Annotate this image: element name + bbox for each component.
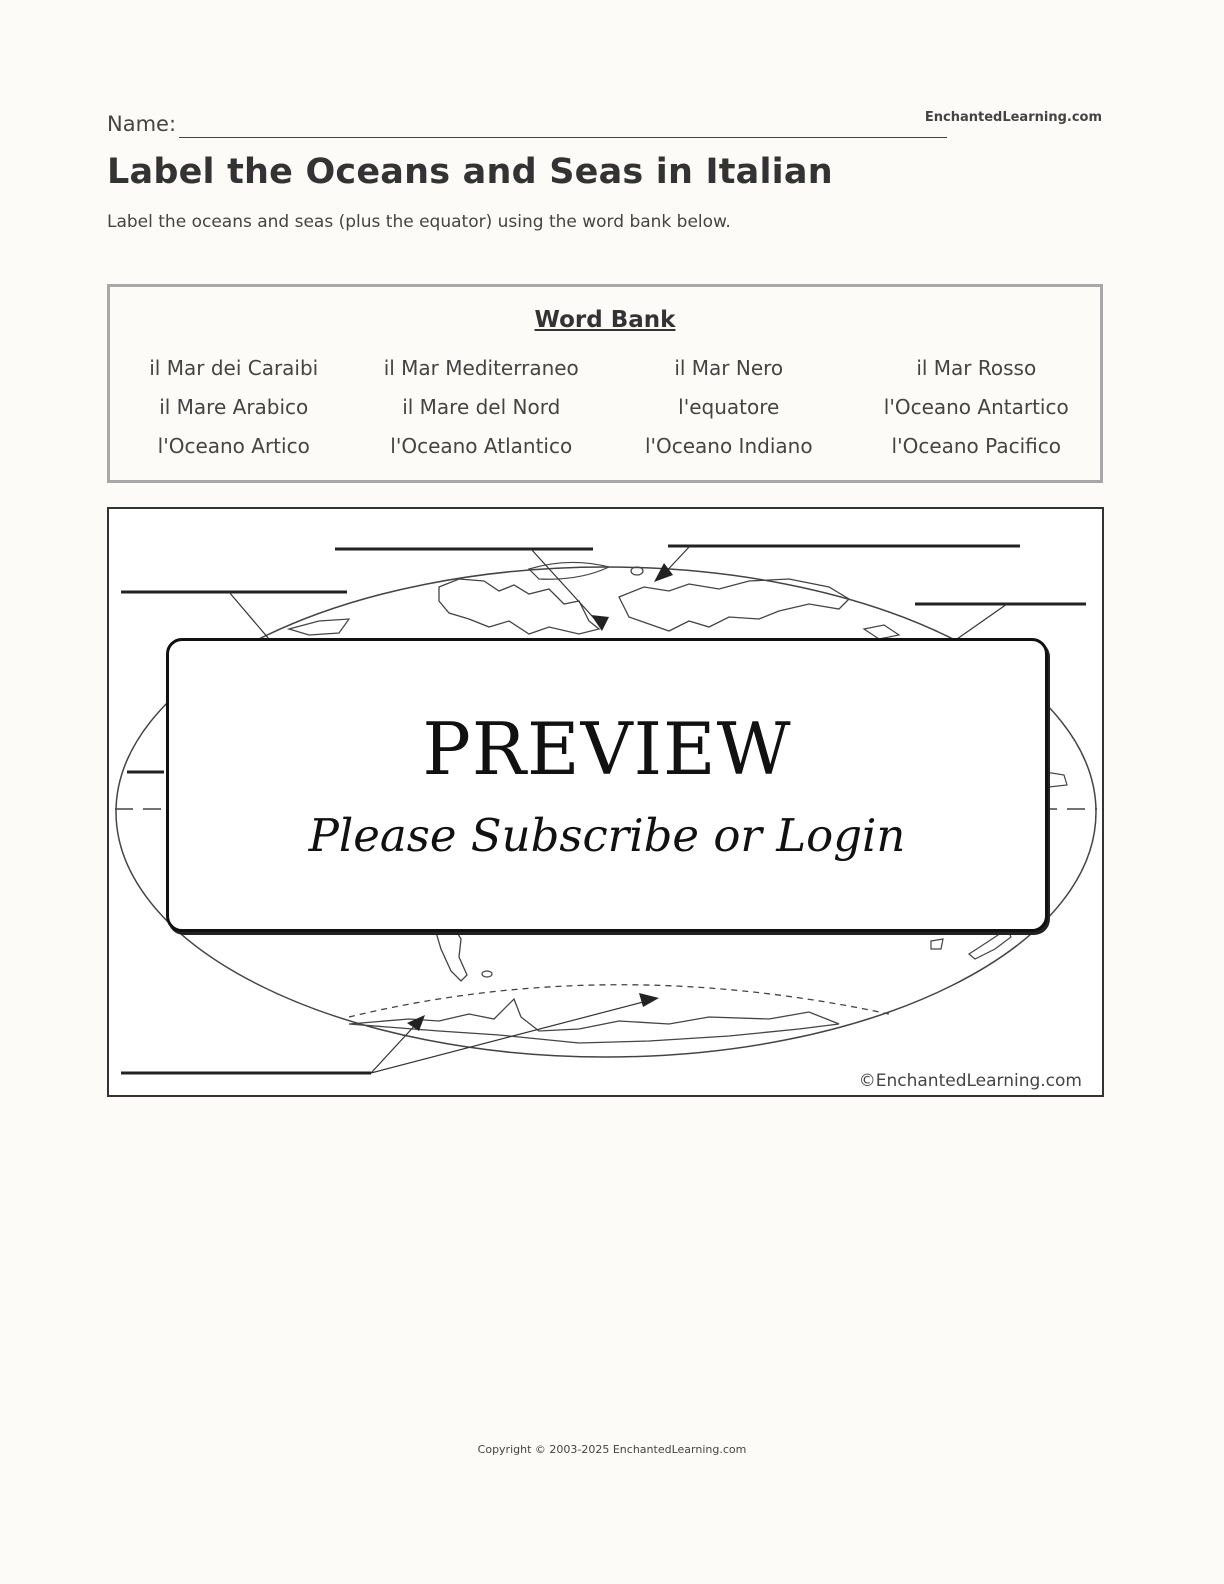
name-label: Name: [107, 112, 177, 136]
name-row [107, 108, 1102, 148]
map-credit: ©EnchantedLearning.com [858, 1071, 1082, 1091]
word-bank-title: Word Bank [534, 307, 676, 333]
word-bank-item: l'Oceano Pacifico [891, 434, 1061, 458]
word-bank-item: il Mare del Nord [402, 395, 561, 419]
word-bank-item: il Mar Nero [674, 356, 784, 380]
footer-copyright: Copyright © 2003-2025 EnchantedLearning.com [477, 1443, 747, 1456]
site-logo[interactable]: EnchantedLearning.com [924, 110, 1102, 125]
instructions: Label the oceans and seas (plus the equator) using the word bank below. [107, 212, 731, 232]
word-bank-item: l'Oceano Artico [157, 434, 310, 458]
word-grid [110, 349, 1100, 466]
word-bank-item: l'Oceano Antartico [883, 395, 1069, 419]
word-bank-item: l'Oceano Indiano [644, 434, 813, 458]
name-blank-line [179, 137, 947, 138]
word-bank-item: il Mare Arabico [159, 395, 309, 419]
north-coastline [439, 579, 599, 634]
preview-title: PREVIEW [422, 707, 792, 791]
word-bank-item: il Mar Rosso [916, 356, 1037, 380]
south-america-tip [435, 929, 467, 981]
word-bank-item: l'equatore [678, 395, 780, 419]
word-bank [107, 284, 1103, 483]
word-bank-item: il Mar Mediterraneo [383, 356, 579, 380]
page-title: Label the Oceans and Seas in Italian [107, 152, 833, 192]
preview-overlay[interactable] [166, 638, 1048, 932]
word-bank-item: il Mar dei Caraibi [149, 356, 319, 380]
word-bank-item: l'Oceano Atlantico [390, 434, 573, 458]
world-map [107, 507, 1104, 1097]
preview-subtitle: Please Subscribe or Login [308, 809, 906, 862]
